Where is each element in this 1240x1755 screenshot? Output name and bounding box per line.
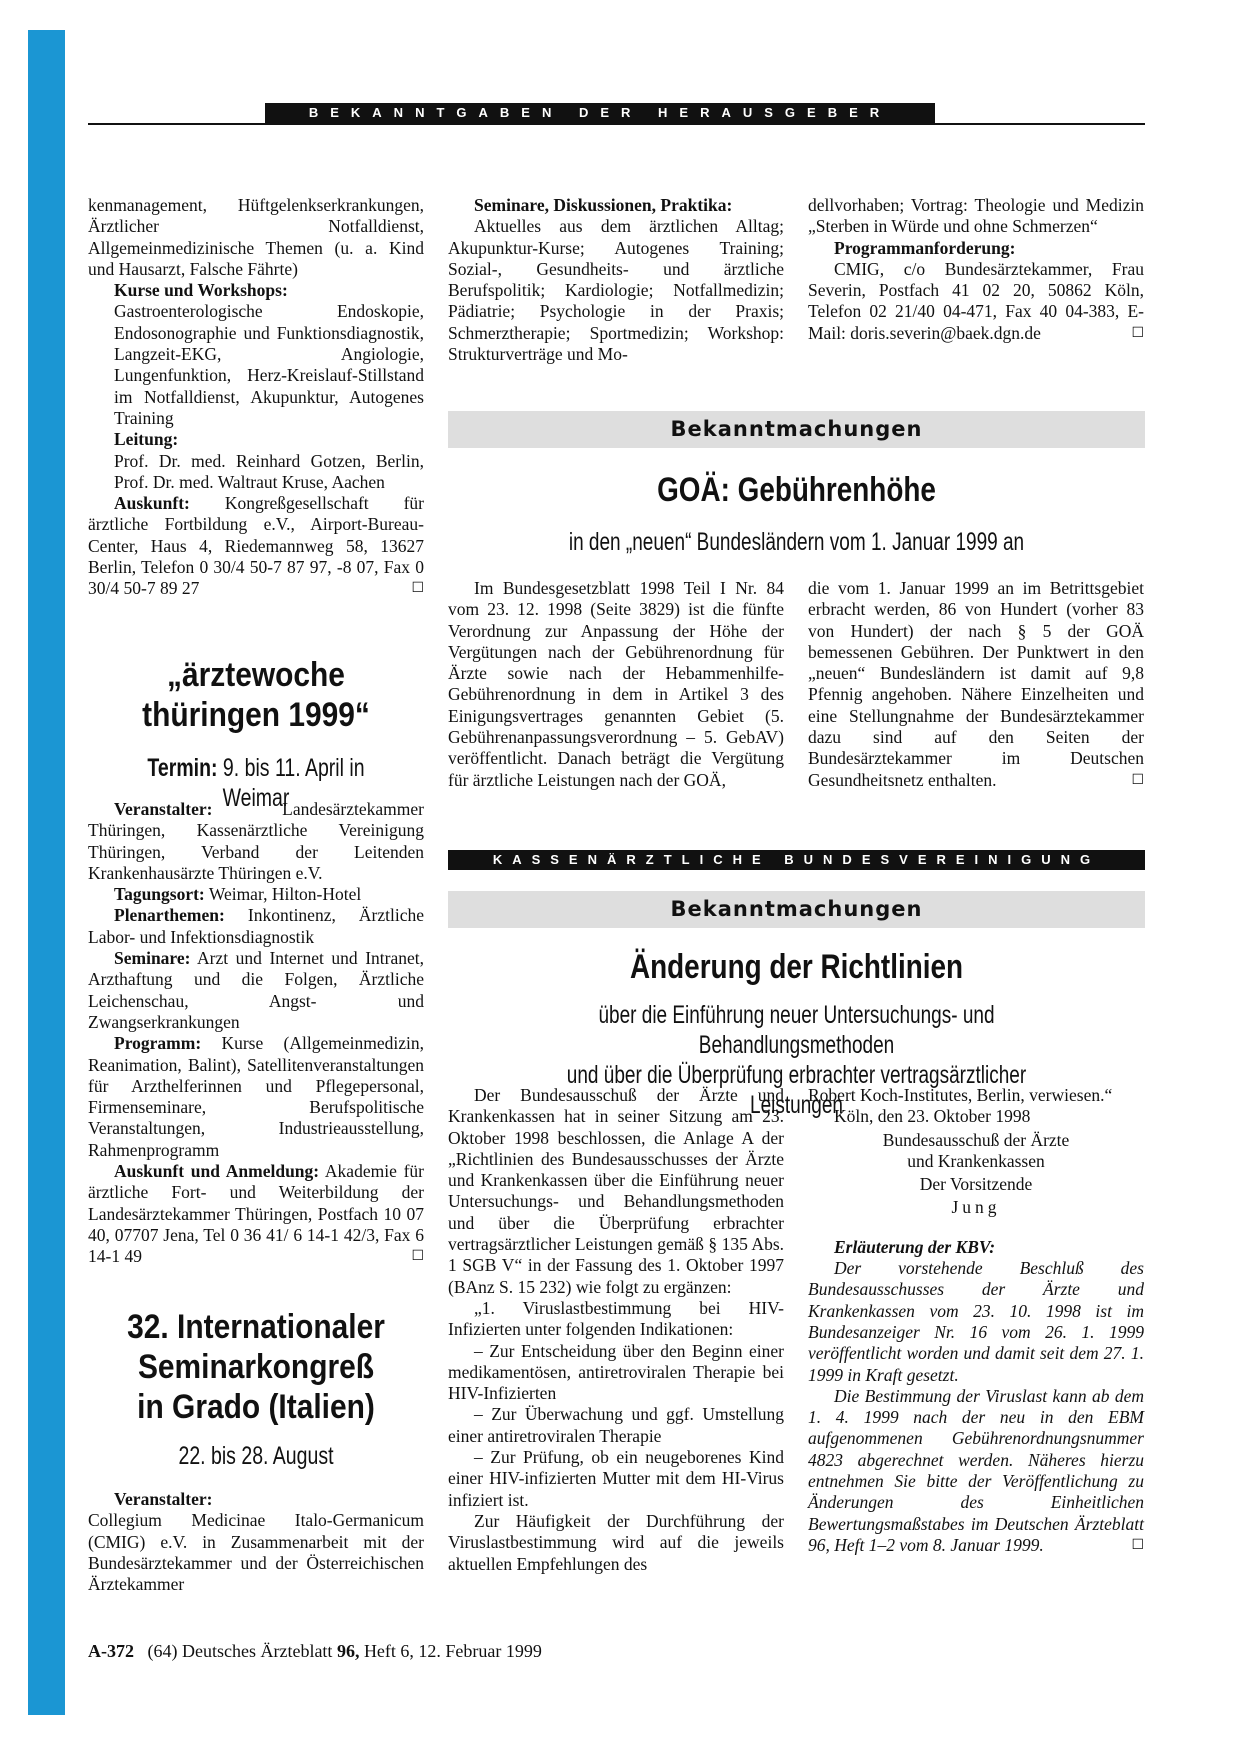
erlaeuterung-heading: Erläuterung der KBV: bbox=[834, 1236, 996, 1257]
kbv-signature-name: Jung bbox=[951, 1197, 1001, 1218]
end-mark: ☐ bbox=[1131, 324, 1144, 341]
seminare-paragraph: Seminare: Arzt und Internet und Intranet, Arzthaftung und die Folgen, Ärztliche Leichenschau, Angst- und Zwangserkrankungen bbox=[88, 948, 424, 1032]
kbv-paragraph-4: – Zur Überwachung und ggf. Umstellung einer antiretroviralen Therapie bbox=[448, 1404, 784, 1446]
kbv-title: Änderung der Richtlinien bbox=[629, 948, 964, 986]
goae-col1 bbox=[448, 578, 784, 791]
right-top-column bbox=[808, 195, 1144, 344]
seminare-praktika-heading: Seminare, Diskussionen, Praktika: bbox=[474, 195, 733, 215]
kbv-date: Köln, den 23. Oktober 1998 bbox=[834, 1106, 1031, 1127]
goae-bekanntmachungen-bar: Bekanntmachungen bbox=[448, 411, 1145, 448]
programm-paragraph: Programm: Kurse (Allgemeinmedizin, Reanimation, Balint), Satellitenveranstaltungen für Arzthelferinnen und Pflegepersonal, Firmenseminare, Berufspolitische Veranstaltungen, Industrieausstellung, Rahmenprogramm bbox=[88, 1033, 424, 1160]
goae-title: GOÄ: Gebührenhöhe bbox=[657, 471, 936, 509]
mid-top-column bbox=[448, 195, 784, 365]
termin-label: Termin: bbox=[147, 754, 218, 782]
erlaeuterung-paragraph-2: Die Bestimmung der Viruslast kann ab dem 1. 4. 1999 nach der neu in den EBM aufgenommenen Gebührenordnungsnummer 4823 abgerechnet werden. Näheres hierzu entnehmen Sie bitte der Veröffentlichung zu Änderungen des Einheitlichen Bewertungsmaßstabes im Deutschen Ärzteblatt 96, Heft 1–2 vom 8. Januar 1999. ☐ bbox=[808, 1385, 1144, 1555]
aerztewoche-title bbox=[108, 655, 404, 735]
aerztewoche-title-line1: „ärztewoche bbox=[167, 656, 345, 694]
grado-date: 22. bis 28. August bbox=[178, 1442, 334, 1470]
issue-date: Heft 6, 12. Februar 1999 bbox=[363, 1641, 542, 1661]
grado-title-line3: in Grado (Italien) bbox=[137, 1388, 375, 1426]
kbv-section-bar: KASSENÄRZTLICHE BUNDESVEREINIGUNG bbox=[448, 850, 1145, 870]
kbv-subtitle-line1: über die Einführung neuer Untersuchungs- und Behandlungsmethoden bbox=[598, 1001, 995, 1059]
kbv-bekanntmachungen-bar: Bekanntmachungen bbox=[448, 891, 1145, 928]
kbv-col2 bbox=[808, 1085, 1144, 1556]
grado-title-line2: Seminarkongreß bbox=[137, 1348, 375, 1386]
goae-col2 bbox=[808, 578, 1144, 791]
kurse-text: Gastroenterologische Endoskopie, Endosonographie und Funktionsdiagnostik, Langzeit-EKG, Angiologie, Lungenfunktion, Herz-Kreislauf-Stillstand im Notfalldienst, Akupunktur, Autogenes Training bbox=[114, 301, 424, 428]
goae-subtitle: in den „neuen“ Bundesländern vom 1. Januar 1999 an bbox=[568, 528, 1025, 556]
kbv-signature-1: Bundesausschuß der Ärzte bbox=[882, 1129, 1070, 1150]
grado-title bbox=[108, 1307, 404, 1427]
kbv-paragraph-1: Der Bundesausschuß der Ärzte und Krankenkassen hat in seiner Sitzung am 23. Oktober 1998 beschlossen, die Anlage A der „Richtlinien des Bundesausschusses der Ärzte und Krankenkassen über die Einführung neuer Untersuchungs- und Behandlungsmethoden und über die Überprüfung erbrachter vertragsärztlicher Leistungen gemäß § 135 Abs. 1 SGB V“ in der Fassung des 1. Oktober 1997 (BAnz S. 15 232) wie folgt zu ergänzen: bbox=[448, 1085, 784, 1297]
anmeldung-paragraph: Auskunft und Anmeldung: Akademie für ärztliche Fort- und Weiterbildung der Landesärztekammer Thüringen, Postfach 10 07 40, 07707 Jena, Tel 0 36 41/ 6 14-1 42/3, Fax 6 14-1 49 ☐ bbox=[88, 1161, 424, 1267]
kbv-signature-3: Der Vorsitzende bbox=[919, 1174, 1033, 1195]
kbv-paragraph-6: Zur Häufigkeit der Durchführung der Viruslastbestimmung wird auf die jeweils aktuellen Empfehlungen des bbox=[448, 1510, 784, 1574]
grado-veranstalter-text: Collegium Medicinae Italo-Germanicum (CMIG) e.V. in Zusammenarbeit mit der Bundesärztekammer und der Österreichischen Ärztekammer bbox=[88, 1510, 424, 1595]
volume-number: 96, bbox=[336, 1641, 360, 1661]
page-footer bbox=[88, 1641, 542, 1662]
veranstalter-paragraph: Veranstalter: Landesärztekammer Thüringen, Kassenärztliche Vereinigung Thüringen, Verband der Leitenden Krankenhausärzte Thüringen e.V. bbox=[88, 799, 424, 883]
end-mark: ☐ bbox=[1131, 771, 1144, 788]
aerztewoche-body bbox=[88, 799, 424, 1268]
section-header: BEKANNTGABEN DER HERAUSGEBER bbox=[265, 103, 935, 123]
goae-text-2: die vom 1. Januar 1999 an im Betrittsgebiet erbracht werden, 86 von Hundert (vorher 83 von Hundert) der nach § 5 der GOÄ bemessenen Gebühren. Der Punktwert in den „neuen“ Bundesländern ist damit auf 9,8 Pfennig angehoben. Nähere Einzelheiten und eine Stellungnahme der Bundesärztekammer dazu sind auf den Seiten der Bundesärztekammer im Deutschen Gesundheitsnetz enthalten. ☐ bbox=[808, 578, 1144, 790]
termin-text: 9. bis 11. April in Weimar bbox=[222, 754, 365, 812]
kurse-heading: Kurse und Workshops: bbox=[114, 280, 288, 301]
kbv-col1 bbox=[448, 1085, 784, 1575]
leitung-text: Prof. Dr. med. Reinhard Gotzen, Berlin, Prof. Dr. med. Waltraut Kruse, Aachen bbox=[114, 450, 424, 492]
grado-veranstalter-heading: Veranstalter: bbox=[114, 1489, 213, 1509]
grado-title-line1: 32. Internationaler bbox=[127, 1308, 385, 1346]
aerztewoche-title-line2: thüringen 1999“ bbox=[142, 696, 370, 734]
theologie-text: dellvorhaben; Vortrag: Theologie und Medizin „Sterben in Würde und ohne Schmerzen“ bbox=[808, 195, 1144, 237]
left-column bbox=[88, 195, 424, 600]
page-number: A-372 bbox=[88, 1641, 134, 1661]
issue-text: (64) Deutsches Ärzteblatt bbox=[147, 1641, 333, 1661]
left-blue-edge-bar bbox=[28, 30, 65, 1715]
kbv-paragraph-3: – Zur Entscheidung über den Beginn einer medikamentösen, antiretroviralen Therapie bei HIV-Infizierten bbox=[448, 1340, 784, 1404]
tagungsort-paragraph: Tagungsort: Weimar, Hilton-Hotel bbox=[114, 884, 362, 905]
goae-text-1: Im Bundesgesetzblatt 1998 Teil I Nr. 84 vom 23. 12. 1998 (Seite 3829) ist die fünfte Verordnung zur Anpassung der Höhe der Vergütungen nach der Gebührenordnung für Ärzte sowie nach der Hebammenhilfe-Gebührenordnung in dem in Artikel 3 des Einigungsvertrages genannten Gebiet (5. Gebührenanpassungsverordnung – 5. GebAV) veröffentlicht. Danach beträgt die Vergütung für ärztliche Leistungen nach der GOÄ, bbox=[448, 578, 784, 790]
kbv-rki-text: Robert Koch-Institutes, Berlin, verwiesen.“ bbox=[808, 1085, 1113, 1105]
programmanforderung-text: CMIG, c/o Bundesärztekammer, Frau Severin, Postfach 41 02 20, 50862 Köln, Telefon 02 21/40 04-471, Fax 40 04-383, E-Mail: doris.severin@baek.dgn.de ☐ bbox=[808, 258, 1144, 343]
auskunft-paragraph: Auskunft: Kongreßgesellschaft für ärztliche Fortbildung e.V., Airport-Bureau-Center, Haus 4, Riedemannweg 58, 13627 Berlin, Telefon 0 30/4 50-7 87 97, -8 07, Fax 0 30/4 50-7 89 27 ☐ bbox=[88, 493, 424, 599]
kbv-signature-2: und Krankenkassen bbox=[907, 1150, 1045, 1171]
end-mark: ☐ bbox=[411, 1248, 424, 1265]
programmanforderung-heading: Programmanforderung: bbox=[834, 237, 1016, 258]
header-rule bbox=[88, 123, 1145, 125]
end-mark: ☐ bbox=[411, 580, 424, 597]
grado-body bbox=[88, 1489, 424, 1595]
kbv-subtitle-line2: und über die Überprüfung erbrachter vertragsärztlicher Leistungen bbox=[566, 1061, 1027, 1119]
seminare-praktika-text: Aktuelles aus dem ärztlichen Alltag; Akupunktur-Kurse; Autogenes Training; Sozial-, Gesundheits- und ärztliche Berufspolitik; Kardiologie; Notfallmedizin; Pädiatrie; Psychologie in der Praxis; Schmerztherapie; Sportmedizin; Workshop: Strukturverträge und Mo- bbox=[448, 216, 784, 365]
intro-paragraph: kenmanagement, Hüftgelenkserkrankungen, Ärztlicher Notfalldienst, Allgemeinmedizinische Themen (u. a. Kind und Hausarzt, Falsche Fährte) bbox=[88, 195, 424, 279]
kbv-paragraph-5: – Zur Prüfung, ob ein neugeborenes Kind einer HIV-infizierten Mutter mit dem HI-Virus infiziert ist. bbox=[448, 1447, 784, 1510]
erlaeuterung-paragraph-1: Der vorstehende Beschluß des Bundesausschusses der Ärzte und Krankenkassen vom 23. 10. 1998 ist im Bundesanzeiger Nr. 16 vom 26. 1. 1999 veröffentlicht worden und damit seit dem 27. 1. 1999 in Kraft gesetzt. bbox=[808, 1258, 1144, 1385]
end-mark: ☐ bbox=[1131, 1536, 1144, 1553]
kbv-paragraph-2: „1. Viruslastbestimmung bei HIV-Infizierten unter folgenden Indikationen: bbox=[448, 1297, 784, 1340]
plenarthemen-paragraph: Plenarthemen: Inkontinenz, Ärztliche Labor- und Infektionsdiagnostik bbox=[88, 905, 424, 947]
leitung-heading: Leitung: bbox=[114, 429, 179, 450]
